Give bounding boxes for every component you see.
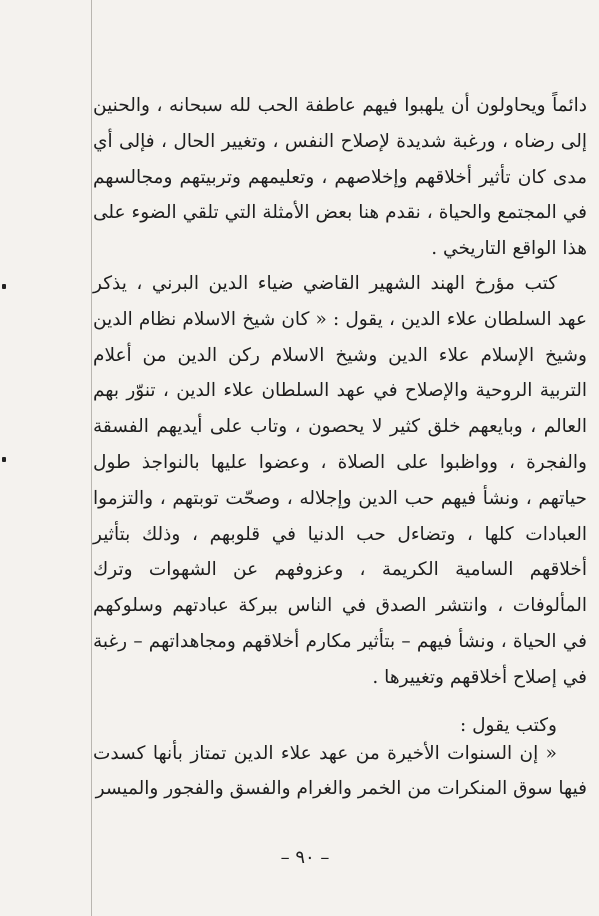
paragraph: « إن السنوات الأخيرة من عهد علاء الدين تمتاز بأنها كسدت فيها سوق المنكرات من الخمر والغرام والفسق والفجور والميسر xyxy=(93,743,587,799)
paragraph: كتب مؤرخ الهند الشهير القاضي ضياء الدين البرني ، يذكر عهد السلطان علاء الدين ، يقول : « كان شيخ الاسلام نظام الدين وشيخ الإسلام علاء الدين وشيخ الاسلام ركن الدين من أعلام التربية الروحية والإصلاح في عهد السلطان علاء الدين ، تنوّر بهم العالم ، وبايعهم خلق كثير لا يحصون ، وتاب على أيديهم الفسقة والفجرة ، وواظبوا على الصلاة ، وعضوا عليها بالنواجذ طول حياتهم ، ونشأ فيهم حب الدين وإجلاله ، وصحّت توبتهم ، والتزموا العبادات كلها ، وتضاءل حب الدنيا في قلوبهم ، وذلك بتأثير أخلاقهم السامية الكريمة ، وعزوفهم عن الشهوات وترك المألوفات ، وانتشر الصدق في الناس ببركة عبادتهم وسلوكهم في الحياة ، ونشأ فيهم – بتأثير مكارم أخلاقهم ومجاهداتهم – رغبة في إصلاح أخلاقهم وتغييرها . xyxy=(93,273,587,688)
paragraph: وكتب يقول : xyxy=(460,715,557,736)
page-number: – ٩٠ – xyxy=(280,847,330,868)
margin-mark xyxy=(2,284,6,289)
page-margin-rule xyxy=(91,0,92,916)
paragraph: دائماً ويحاولون أن يلهبوا فيهم عاطفة الحب لله سبحانه ، والحنين إلى رضاه ، ورغبة شديدة لإصلاح النفس ، وتغيير الحال ، فإلى أي مدى كان تأثير أخلاقهم وإخلاصهم ، وتعليمهم وتربيتهم ومجالسهم في المجتمع والحياة ، نقدم هنا بعض الأمثلة التي تلقي الضوء على هذا الواقع التاريخي . xyxy=(93,95,587,260)
margin-mark xyxy=(2,457,6,462)
